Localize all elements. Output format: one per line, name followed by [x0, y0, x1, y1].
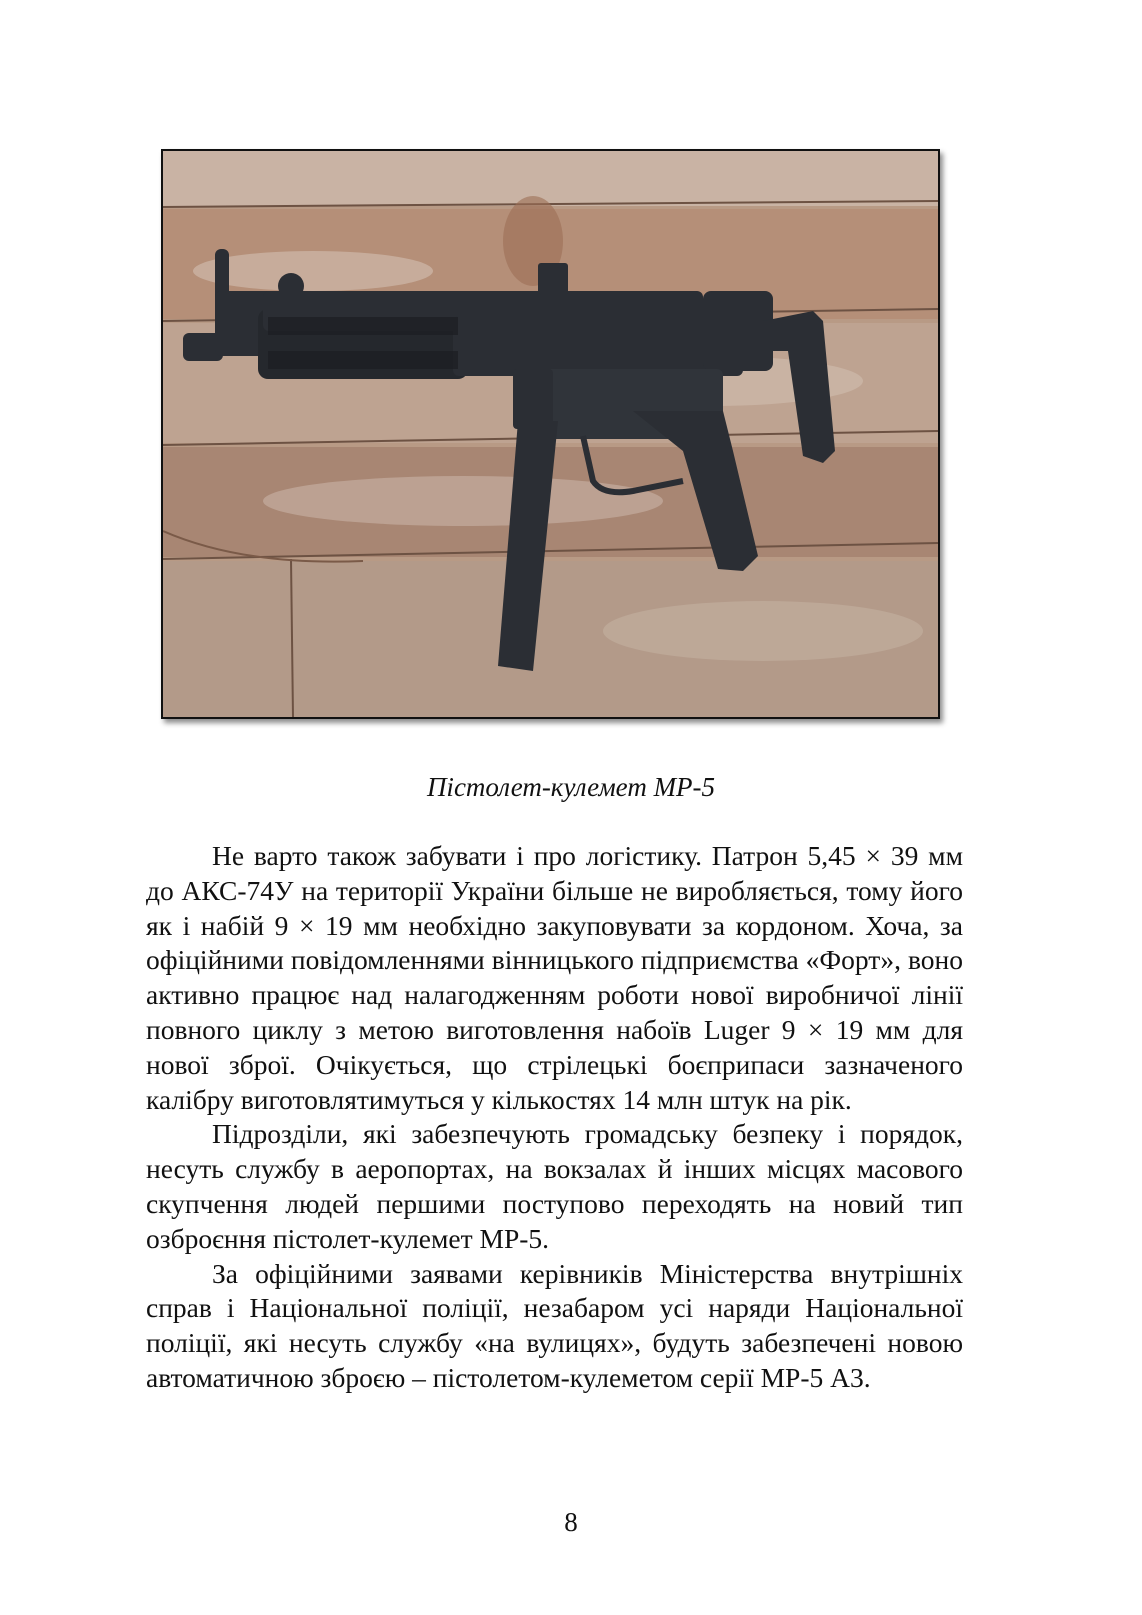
paragraph-official-statements: За офіційними заявами керівників Міністерства внутрішніх справ і Національної поліції, незабаром усі наряди Національної поліції, які несуть службу «на вулицях», будуть забезпечені новою автоматичною зброєю – пістолетом-кулеметом серії МР-5 А3.: [146, 1257, 963, 1393]
page-number: 8: [564, 1507, 578, 1537]
figure-caption: Пістолет-кулемет МР-5: [426, 772, 716, 802]
body-text: [146, 839, 963, 1396]
figure-photo: [161, 149, 940, 719]
paragraph-logistics: Не варто також забувати і про логістику. Патрон 5,45 × 39 мм до АКС-74У на території України більше не виробляється, тому його як і набій 9 × 19 мм необхідно закуповувати за кордоном. Хоча, за офіційними повідомленнями вінницького підприємства «Форт», воно активно працює над налагодженням роботи нової виробничої лінії повного циклу з метою виготовлення набоїв Luger 9 × 19 мм для нової зброї. Очікується, що стрілецькі боєприпаси зазначеного калібру виготовлятимуться у кількостях 14 млн штук на рік.: [146, 840, 963, 1115]
mp5-photo-illustration: [163, 151, 938, 717]
paragraph-units: Підрозділи, які забезпечують громадську безпеку і порядок, несуть службу в аеропортах, на вокзалах й інших місцях масового скупчення людей першими поступово переходять на новий тип озброєння пістолет-кулемет МР-5.: [146, 1118, 963, 1254]
